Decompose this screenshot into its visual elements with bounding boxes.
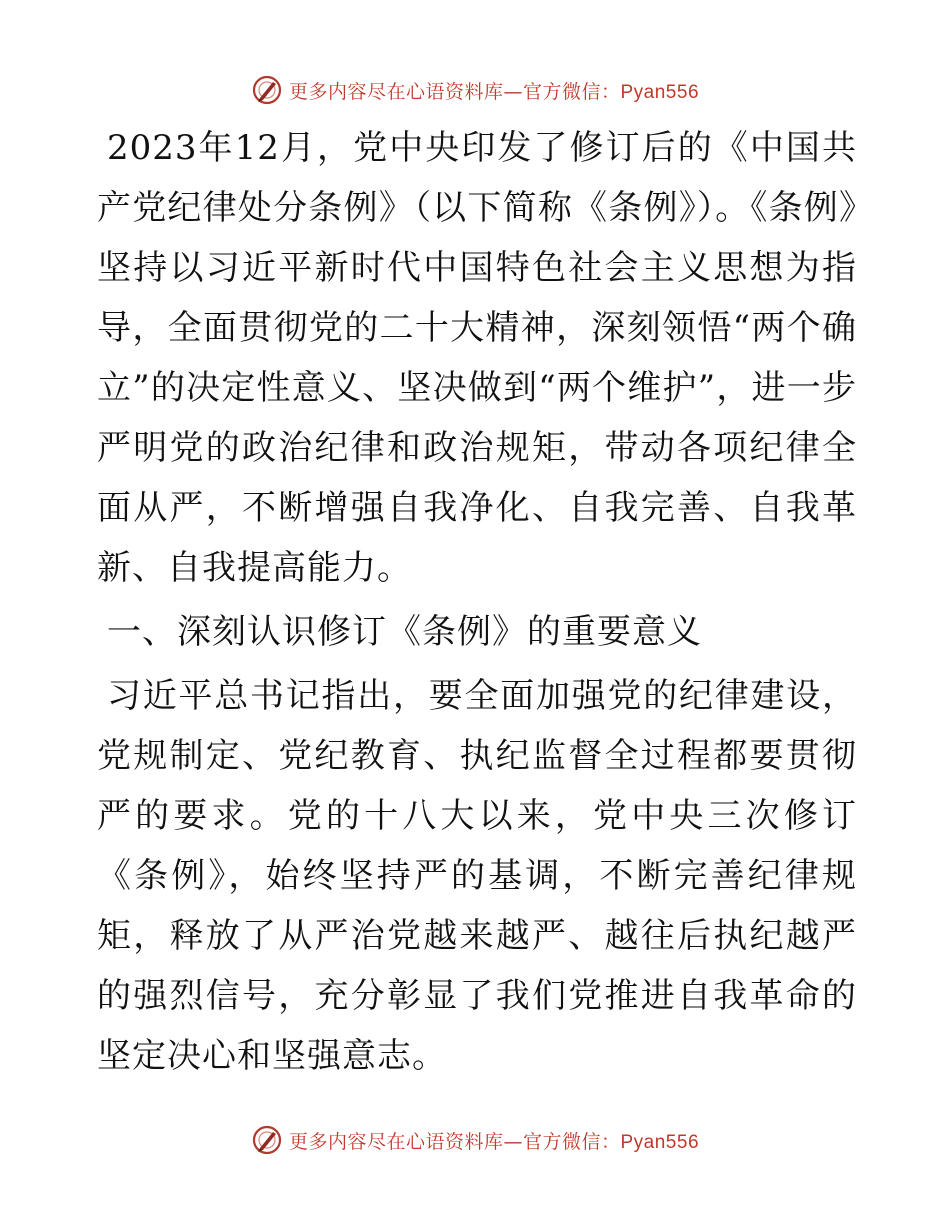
banner-main-text: 更多内容尽在心语资料库: [288, 1130, 504, 1153]
header-banner: [0, 70, 950, 110]
document-body: [97, 118, 857, 1086]
footer-banner: [0, 1120, 950, 1160]
banner-separator: —: [503, 1130, 523, 1153]
banner-contact-label: 官方微信：: [522, 80, 621, 103]
footer-banner-text: [289, 1127, 699, 1154]
banner-handle: Pyan556: [620, 81, 700, 103]
section-heading: 一、深刻认识修订《条例》的重要意义: [107, 612, 702, 652]
intro-paragraph: 2023年12月，党中央印发了修订后的《中国共产党纪律处分条例》（以下简称《条例》）。《条例》坚持以习近平新时代中国特色社会主义思想为指导，全面贯彻党的二十大精神，深刻领悟“两个确立”的决定性意义、坚决做到“两个维护”，进一步严明党的政治纪律和政治规矩，带动各项纪律全面从严，不断增强自我净化、自我完善、自我革新、自我提高能力。: [97, 128, 857, 588]
banner-contact-label: 官方微信：: [522, 1130, 621, 1153]
banner-main-text: 更多内容尽在心语资料库: [288, 80, 504, 103]
banner-handle: Pyan556: [620, 1131, 700, 1153]
banner-separator: —: [503, 80, 523, 103]
section-paragraph: 习近平总书记指出，要全面加强党的纪律建设，党规制定、党纪教育、执纪监督全过程都要贯彻严的要求。党的十八大以来，党中央三次修订《条例》，始终坚持严的基调，不断完善纪律规矩，释放了从严治党越来越严、越往后执纪越严的强烈信号，充分彰显了我们党推进自我革命的坚定决心和坚强意志。: [97, 676, 857, 1076]
header-banner-text: [289, 77, 699, 104]
quill-pen-logo-icon: [251, 74, 283, 106]
quill-pen-logo-icon: [251, 1124, 283, 1156]
